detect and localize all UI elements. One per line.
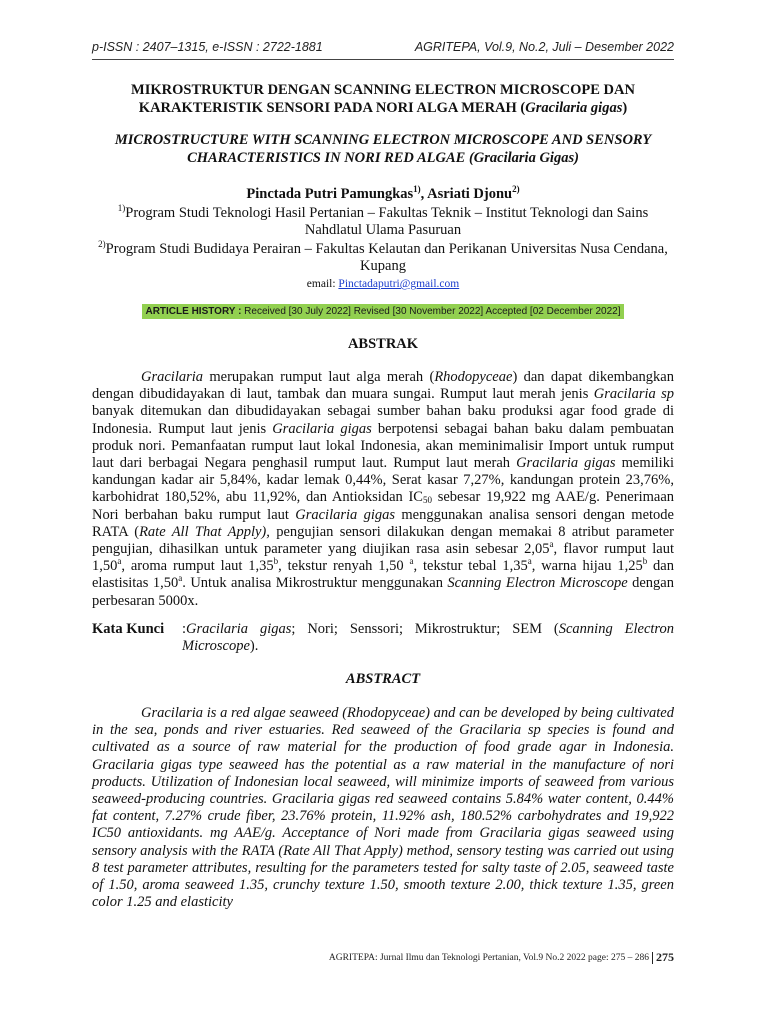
title-english-close: ) (574, 150, 579, 166)
title-english-text: MICROSTRUCTURE WITH SCANNING ELECTRON MICROSCOPE AND SENSORY CHARACTERISTICS IN NORI RED ALGAE ( (114, 132, 652, 166)
abstrak-superscript: a (178, 573, 183, 584)
author-2: Asriati Djonu (427, 186, 513, 202)
keywords-span: Scanning Electron Microscope (182, 621, 675, 655)
article-history-badge (142, 304, 623, 319)
keywords-text (182, 621, 674, 655)
abstrak-body (92, 369, 674, 610)
abstrak-superscript: a (549, 539, 554, 550)
author-line (92, 185, 674, 203)
abstrak-span: ) dan dapat dikembangkan dengan dibudidayakan di laut, tambak dan muara sungai. Rumput laut merah jenis (92, 369, 674, 403)
abstrak-span: Gracilaria gigas (295, 506, 396, 523)
author-1-affil-mark: 1) (413, 184, 421, 194)
keywords-span: ). (249, 638, 259, 655)
abstrak-superscript: b (642, 556, 648, 567)
abstrak-span: menggunakan analisa sensori dengan metode RATA ( (92, 506, 674, 540)
email-label: email: (306, 278, 339, 290)
title-indonesian (92, 81, 674, 117)
affiliation-1-text: Program Studi Teknologi Hasil Pertanian – Fakultas Teknik – Institut Teknologi dan Sains Nahdlatul Ulama Pasuruan (125, 205, 649, 238)
abstrak-span: Rate All That Apply), (139, 523, 270, 540)
abstrak-span: Gracilaria gigas (272, 420, 372, 437)
abstrak-subscript: 50 (422, 495, 432, 506)
author-1: Pinctada Putri Pamungkas (246, 186, 414, 202)
issn-text: p-ISSN : 2407–1315, e-ISSN : 2722-1881 (92, 40, 323, 54)
page-number: 275 (656, 950, 674, 964)
abstrak-span: Gracilaria (141, 369, 204, 385)
keywords-block (92, 621, 674, 655)
title-indonesian-close: ) (622, 100, 628, 116)
abstrak-superscript: a (409, 556, 414, 567)
affiliation-1-mark: 1) (117, 203, 126, 213)
journal-issue-text: AGRITEPA, Vol.9, No.2, Juli – Desember 2022 (414, 40, 674, 54)
affiliation-2-mark: 2) (98, 239, 106, 249)
abstrak-span: , tekstur renyah 1,50 (278, 558, 410, 575)
abstrak-superscript: a (527, 556, 532, 567)
abstrak-superscript: a (117, 556, 122, 567)
affiliation-1 (92, 205, 674, 239)
title-english-species: Gracilaria Gigas (473, 150, 575, 166)
page-footer (92, 950, 674, 965)
abstrak-span: , aroma rumput laut 1,35 (121, 558, 274, 575)
abstrak-span: Rhodopyceae (434, 369, 513, 385)
affiliation-2 (92, 241, 674, 275)
abstrak-heading: ABSTRAK (347, 336, 419, 352)
title-block (92, 81, 674, 319)
abstrak-span: dan elastisitas 1,50 (92, 558, 674, 592)
abstrak-span: , tekstur tebal 1,35 (413, 558, 528, 575)
abstrak-superscript: b (273, 556, 279, 567)
title-indonesian-species: Gracilaria gigas (525, 100, 623, 116)
footer-citation: AGRITEPA: Jurnal Ilmu dan Teknologi Pertanian, Vol.9 No.2 2022 page: 275 – 286 (328, 952, 649, 963)
author-2-affil-mark: 2) (512, 184, 520, 194)
keywords-span: : (182, 621, 187, 637)
affiliation-2-text: Program Studi Budidaya Perairan – Fakultas Kelautan dan Perikanan Universitas Nusa Cendana, Kupang (105, 241, 668, 274)
abstract-body: Gracilaria is a red algae seaweed (Rhodopyceae) and can be developed by being cultivated in the sea, ponds and river estuaries. Red seaweed of the Gracilaria sp species is found and cultivated as a source of raw material for the production of food grade agar in Indonesia. Gracilaria gigas type seaweed has the potential as a raw material in the manufacture of nori products. Utilization of Indonesian local seaweed, will minimize imports of seaweed from various seaweed-producing countries. Gracilaria gigas red seaweed contains 5.84% water content, 0.44% fat content, 7.27% crude fiber, 23.76% protein, 11.92% ash, 180.52% carbohydrates and 19,922 IC50 antioxidants. mg AAE/g. Acceptance of Nori made from Gracilaria gigas seaweed using sensory analysis with the RATA (Rate All That Apply) method, sensory testing was carried out using 8 test parameter attributes, resulting for the parameters tested for salty taste of 2.05, seaweed taste of 1.50, aroma seaweed 1.35, crunchy texture 1.50, smooth texture 2.00, thick texture 1.35, green color 1.25 and elasticity (92, 705, 674, 911)
abstrak-span: sebesar 19,922 mg AAE/g. Penerimaan Nori berbahan baku rumput laut (92, 489, 674, 523)
header-divider (92, 59, 674, 60)
abstrak-span: Gracilaria gigas (516, 455, 616, 472)
abstrak-span: , warna hijau 1,25 (531, 558, 643, 575)
abstrak-span: memiliki kandungan kadar air 5,84%, kadar lemak 0,44%, Serat kasar 7,27%, kandungan protein 23,76%, karbohidrat 180,52%, abu 11,92%, dan Antioksidan IC (92, 455, 674, 506)
author-separator: , (420, 186, 428, 202)
email-line (92, 277, 674, 291)
footer-divider (652, 952, 653, 964)
abstrak-span: pengujian sensori dilakukan dengan memakai 8 atribut parameter pengujian, dihasilkan untuk parameter yang diujikan rasa asin sebesar 2,05 (92, 523, 674, 558)
keywords-label: Kata Kunci (92, 621, 165, 637)
abstrak-span: Gracilaria sp (593, 386, 675, 403)
running-header (92, 40, 674, 54)
abstrak-span: dengan perbesaran 5000x. (92, 575, 674, 609)
article-history-dates: Received [30 July 2022] Revised [30 November 2022] Accepted [02 December 2022] (241, 306, 621, 317)
email-link[interactable]: Pinctadaputri@gmail.com (338, 278, 460, 290)
keywords-span: ; Nori; Senssori; Mikrostruktur; SEM ( (291, 621, 559, 637)
abstract-heading: ABSTRACT (345, 671, 421, 687)
abstrak-span: merupakan rumput laut alga merah ( (203, 369, 435, 385)
abstrak-span: banyak ditemukan dan dibudidayakan sebagai sumber bahan baku produksi agar food grade di Indonesia. Rumput laut jenis (92, 403, 674, 437)
abstrak-span: , flavor rumput laut 1,50 (92, 541, 674, 575)
keywords-span: Gracilaria gigas (186, 621, 292, 637)
title-english (92, 131, 674, 167)
abstrak-span: . Untuk analisa Mikrostruktur menggunakan (182, 575, 448, 592)
abstrak-span: berpotensi sebagai bahan baku dalam pembuatan produk nori. Pemanfaatan rumput laut lokal Indonesia, akan meminimalisir Import untuk rumput laut dari berbagai Negara penghasil rumput laut. Rumput laut merah (92, 420, 674, 472)
title-indonesian-text: MIKROSTRUKTUR DENGAN SCANNING ELECTRON MICROSCOPE DAN KARAKTERISTIK SENSORI PADA NORI ALGA MERAH ( (131, 82, 635, 116)
abstrak-span: Scanning Electron Microscope (447, 575, 628, 592)
article-history-label: ARTICLE HISTORY : (145, 306, 242, 317)
